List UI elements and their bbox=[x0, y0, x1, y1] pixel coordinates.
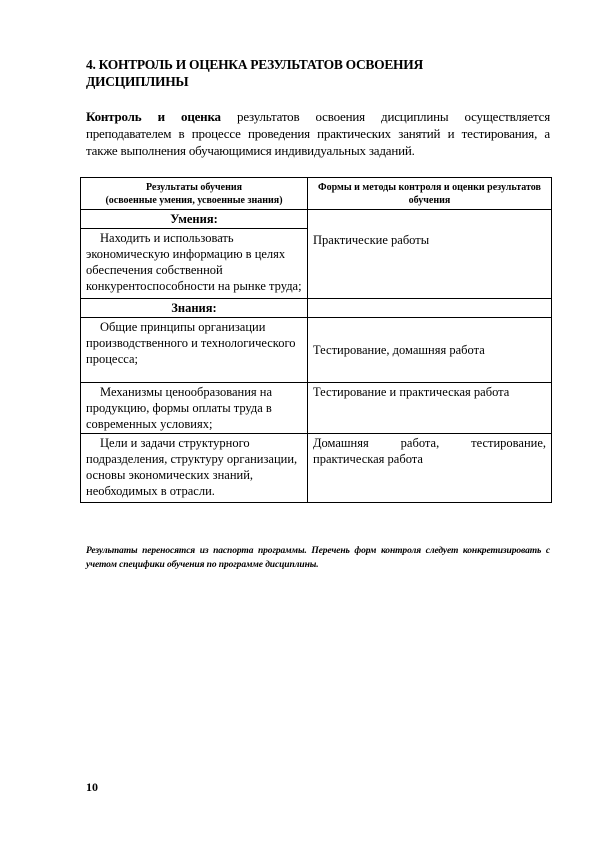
col1-header: Результаты обучения (освоенные умения, усвоенные знания) bbox=[81, 178, 308, 210]
intro-paragraph bbox=[86, 108, 550, 159]
result-cell bbox=[81, 383, 308, 434]
intro-lead: Контроль и оценка bbox=[86, 109, 221, 124]
result-cell bbox=[81, 434, 308, 503]
page-number: 10 bbox=[86, 780, 98, 794]
result-text: Находить и использовать экономическую информацию в целях обеспечения собственной конкурентоспособности на рынке труда; bbox=[86, 231, 302, 293]
skills-method-cell bbox=[308, 210, 552, 299]
section-label-skills: Умения: bbox=[81, 210, 308, 229]
table-row bbox=[81, 434, 552, 503]
method-cell bbox=[308, 383, 552, 434]
result-text: Общие принципы организации производственного и технологического процесса; bbox=[86, 320, 296, 366]
method-text: Тестирование, домашняя работа bbox=[313, 343, 485, 357]
table-row bbox=[81, 318, 552, 383]
method-cell bbox=[308, 318, 552, 383]
method-text: Практические работы bbox=[313, 233, 430, 247]
result-text: Механизмы ценообразования на продукцию, формы оплаты труда в современных условиях; bbox=[86, 385, 273, 431]
result-cell bbox=[81, 229, 308, 299]
section-heading: 4. КОНТРОЛЬ И ОЦЕНКА РЕЗУЛЬТАТОВ ОСВОЕНИЯ ДИСЦИПЛИНЫ bbox=[86, 57, 423, 89]
empty-cell bbox=[308, 299, 552, 318]
section-label-knowledge: Знания: bbox=[81, 299, 308, 318]
note-paragraph: Результаты переносятся из паспорта программы. Перечень форм контроля следует конкретизировать с учетом специфики обучения по программе дисциплины. bbox=[86, 546, 550, 570]
col2-header: Формы и методы контроля и оценки результатов обучения bbox=[308, 178, 552, 210]
method-text: Домашняя работа, тестирование, практическая работа bbox=[313, 436, 546, 466]
section-row-knowledge bbox=[81, 299, 552, 318]
results-table bbox=[80, 177, 552, 503]
method-cell bbox=[308, 434, 552, 503]
table-header-row bbox=[81, 178, 552, 210]
section-row-skills bbox=[81, 210, 552, 229]
intro-rest: результатов освоения дисциплины осуществляется преподавателем в процессе проведения практических занятий и тестирования, а также выполнения обучающимися индивидуальных заданий. bbox=[86, 109, 550, 158]
table-row bbox=[81, 383, 552, 434]
method-text: Тестирование и практическая работа bbox=[313, 385, 510, 399]
result-cell bbox=[81, 318, 308, 383]
result-text: Цели и задачи структурного подразделения, структуру организации, основы экономических знаний, необходимых в отрасли. bbox=[86, 436, 298, 498]
